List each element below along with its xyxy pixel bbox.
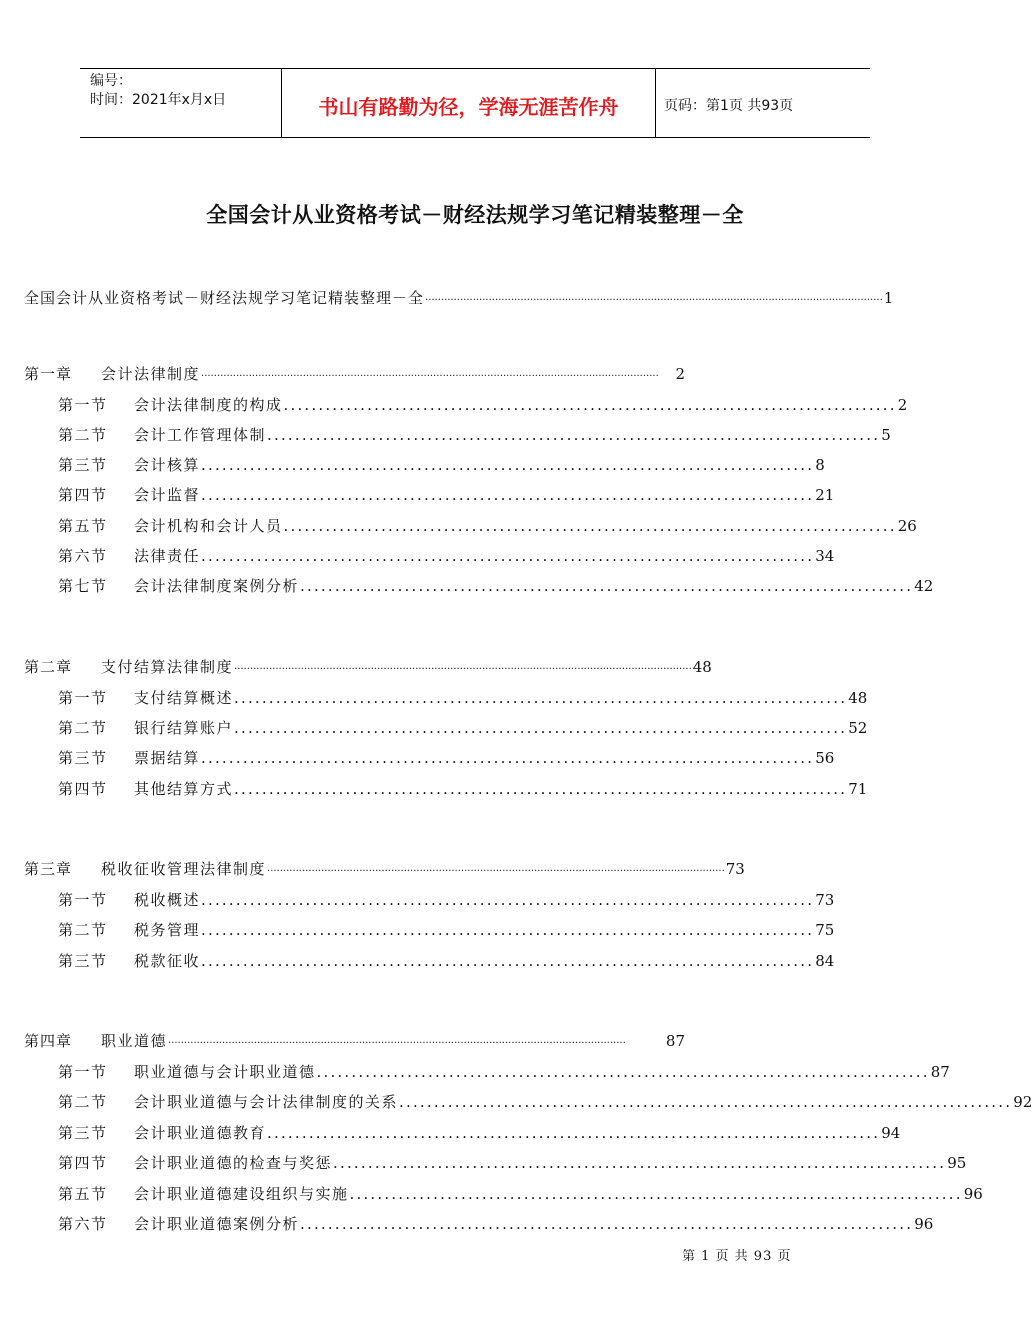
section-number: 第一节 bbox=[58, 689, 108, 707]
toc-section[interactable] bbox=[58, 484, 835, 506]
toc-page-number: 92 bbox=[1013, 1093, 1032, 1111]
chapter-number: 第三章 bbox=[24, 860, 73, 878]
toc-leader: ........................................................................................ bbox=[316, 1063, 930, 1081]
section-title: 税款征收 bbox=[134, 952, 201, 970]
toc-leader: ........................................................................................ bbox=[349, 1185, 963, 1203]
toc-leader: ........................................................................................ bbox=[201, 952, 815, 970]
toc-section[interactable] bbox=[58, 1152, 967, 1174]
section-title: 会计职业道德建设组织与实施 bbox=[134, 1185, 349, 1203]
section-number: 第二节 bbox=[58, 1093, 108, 1111]
toc-leader: ........................................................................................ bbox=[201, 749, 815, 767]
code-label: 编号： bbox=[90, 73, 132, 89]
toc-section[interactable] bbox=[58, 424, 891, 446]
section-number: 第六节 bbox=[58, 1215, 108, 1233]
toc-page-number: 96 bbox=[963, 1185, 983, 1203]
toc-page-number: 2 bbox=[897, 396, 908, 414]
toc-section[interactable] bbox=[58, 454, 825, 476]
chapter-number: 第一章 bbox=[24, 365, 73, 383]
section-number: 第二节 bbox=[58, 426, 108, 444]
section-title: 支付结算概述 bbox=[134, 689, 234, 707]
section-number: 第一节 bbox=[58, 1063, 108, 1081]
section-number: 第二节 bbox=[58, 719, 108, 737]
toc-page-number: 84 bbox=[815, 952, 835, 970]
toc-chapter[interactable] bbox=[24, 1030, 685, 1052]
section-title: 会计职业道德教育 bbox=[134, 1124, 267, 1142]
section-number: 第三节 bbox=[58, 456, 108, 474]
chapter-title: 税收征收管理法律制度 bbox=[101, 860, 267, 878]
toc-section[interactable] bbox=[58, 1122, 901, 1144]
section-number: 第二节 bbox=[58, 921, 108, 939]
toc-page-number: 2 bbox=[675, 365, 685, 383]
section-number: 第三节 bbox=[58, 1124, 108, 1142]
toc-page-number: 96 bbox=[914, 1215, 934, 1233]
toc-leader: ........................................................................................ bbox=[399, 1093, 1013, 1111]
section-number: 第四节 bbox=[58, 780, 108, 798]
toc-page-number: 52 bbox=[848, 719, 868, 737]
section-number: 第一节 bbox=[58, 891, 108, 909]
toc-page-number: 48 bbox=[692, 658, 712, 676]
section-title: 票据结算 bbox=[134, 749, 201, 767]
toc-page-number: 48 bbox=[848, 689, 868, 707]
toc-page-number: 87 bbox=[930, 1063, 950, 1081]
toc-section[interactable] bbox=[58, 747, 835, 769]
section-number: 第四节 bbox=[58, 486, 108, 504]
toc-section[interactable] bbox=[58, 394, 908, 416]
toc-page-number: 1 bbox=[883, 289, 895, 307]
toc-leader: ................................................................................................................................................ bbox=[168, 1035, 626, 1046]
section-number: 第四节 bbox=[58, 1154, 108, 1172]
toc-leader: ................................................................................................................................................ bbox=[267, 863, 725, 874]
section-title: 会计工作管理体制 bbox=[134, 426, 267, 444]
chapter-title: 会计法律制度 bbox=[101, 365, 201, 383]
toc-page-number: 75 bbox=[815, 921, 835, 939]
toc-leader: ........................................................................................ bbox=[267, 426, 881, 444]
toc-page-number: 87 bbox=[665, 1032, 685, 1050]
toc-page-number: 73 bbox=[815, 891, 835, 909]
toc-leader: ........................................................................................ bbox=[201, 456, 815, 474]
page-footer: 第 1 页 共 93 页 bbox=[682, 1249, 792, 1264]
toc-section[interactable] bbox=[58, 687, 868, 709]
header-meta bbox=[80, 69, 282, 137]
toc-leader: ................................................................................................................................................ bbox=[234, 661, 692, 672]
toc-page-number: 26 bbox=[897, 517, 917, 535]
section-number: 第六节 bbox=[58, 547, 108, 565]
toc-section[interactable] bbox=[58, 889, 835, 911]
section-number: 第一节 bbox=[58, 396, 108, 414]
section-number: 第三节 bbox=[58, 952, 108, 970]
toc-page-number: 94 bbox=[881, 1124, 901, 1142]
section-title: 银行结算账户 bbox=[134, 719, 234, 737]
toc-section[interactable] bbox=[58, 1091, 1032, 1113]
toc-entry-label: 全国会计从业资格考试－财经法规学习笔记精装整理－全 bbox=[24, 289, 425, 307]
section-title: 会计职业道德与会计法律制度的关系 bbox=[134, 1093, 399, 1111]
toc-leader: ........................................................................................ bbox=[283, 517, 897, 535]
section-title: 会计监督 bbox=[134, 486, 201, 504]
toc-section[interactable] bbox=[58, 778, 868, 800]
section-title: 会计职业道德案例分析 bbox=[134, 1215, 300, 1233]
header-motto: 书山有路勤为径，学海无涯苦作舟 bbox=[282, 69, 656, 137]
toc-page-number: 5 bbox=[881, 426, 891, 444]
toc-leader: ........................................................................................ bbox=[201, 891, 815, 909]
toc-section[interactable] bbox=[58, 545, 835, 567]
toc-leader: ................................................................................................................................................ bbox=[425, 292, 883, 303]
toc-section[interactable] bbox=[58, 919, 835, 941]
toc-leader: ................................................................................................................................................ bbox=[201, 368, 659, 379]
toc-entry-top[interactable] bbox=[24, 287, 895, 309]
toc-section[interactable] bbox=[58, 1061, 950, 1083]
toc-leader: ........................................................................................ bbox=[283, 396, 897, 414]
toc-chapter[interactable] bbox=[24, 858, 745, 880]
section-title: 会计法律制度案例分析 bbox=[134, 577, 300, 595]
toc-leader: ........................................................................................ bbox=[201, 486, 815, 504]
toc-leader: ........................................................................................ bbox=[201, 547, 815, 565]
toc-section[interactable] bbox=[58, 717, 868, 739]
section-title: 会计核算 bbox=[134, 456, 201, 474]
section-number: 第五节 bbox=[58, 517, 108, 535]
page-header bbox=[80, 68, 870, 138]
toc-leader: ........................................................................................ bbox=[333, 1154, 947, 1172]
section-title: 其他结算方式 bbox=[134, 780, 234, 798]
section-title: 会计法律制度的构成 bbox=[134, 396, 283, 414]
toc-page-number: 8 bbox=[815, 456, 825, 474]
toc-leader: ........................................................................................ bbox=[267, 1124, 881, 1142]
section-title: 职业道德与会计职业道德 bbox=[134, 1063, 316, 1081]
toc-leader: ........................................................................................ bbox=[201, 921, 815, 939]
time-label: 时间：2021年x月x日 bbox=[90, 92, 227, 108]
chapter-title: 支付结算法律制度 bbox=[101, 658, 234, 676]
document-title: 全国会计从业资格考试－财经法规学习笔记精装整理－全 bbox=[206, 203, 744, 227]
section-title: 税务管理 bbox=[134, 921, 201, 939]
toc-section[interactable] bbox=[58, 575, 934, 597]
section-title: 会计机构和会计人员 bbox=[134, 517, 283, 535]
toc-page-number: 73 bbox=[725, 860, 745, 878]
toc-leader: ........................................................................................ bbox=[234, 689, 848, 707]
toc-section[interactable] bbox=[58, 1213, 934, 1235]
toc-leader: ........................................................................................ bbox=[300, 577, 914, 595]
chapter-number: 第二章 bbox=[24, 658, 73, 676]
chapter-title: 职业道德 bbox=[101, 1032, 168, 1050]
toc-page-number: 21 bbox=[815, 486, 835, 504]
toc-leader: ........................................................................................ bbox=[234, 780, 848, 798]
toc-section[interactable] bbox=[58, 515, 917, 537]
toc-page-number: 42 bbox=[914, 577, 934, 595]
toc-chapter[interactable] bbox=[24, 656, 712, 678]
section-number: 第三节 bbox=[58, 749, 108, 767]
toc-page-number: 34 bbox=[815, 547, 835, 565]
section-title: 法律责任 bbox=[134, 547, 201, 565]
chapter-number: 第四章 bbox=[24, 1032, 73, 1050]
toc-leader: ........................................................................................ bbox=[234, 719, 848, 737]
toc-page-number: 95 bbox=[947, 1154, 967, 1172]
toc-section[interactable] bbox=[58, 1183, 983, 1205]
toc-page-number: 56 bbox=[815, 749, 835, 767]
section-number: 第七节 bbox=[58, 577, 108, 595]
toc-page-number: 71 bbox=[848, 780, 868, 798]
section-title: 税收概述 bbox=[134, 891, 201, 909]
section-title: 会计职业道德的检查与奖惩 bbox=[134, 1154, 333, 1172]
toc-section[interactable] bbox=[58, 950, 835, 972]
toc-chapter[interactable] bbox=[24, 363, 685, 385]
section-number: 第五节 bbox=[58, 1185, 108, 1203]
header-page-info: 页码：第1页 共93页 bbox=[664, 98, 794, 114]
toc-leader: ........................................................................................ bbox=[300, 1215, 914, 1233]
